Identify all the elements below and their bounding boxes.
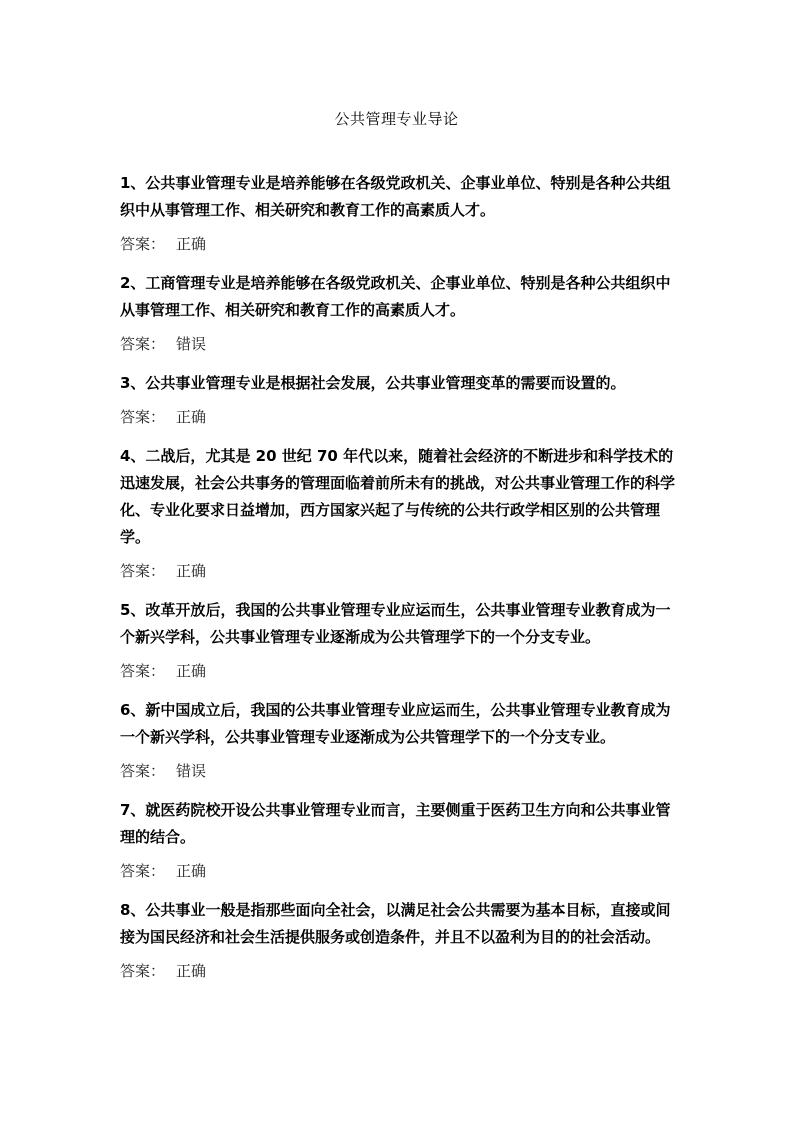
question-text: 1、公共事业管理专业是培养能够在各级党政机关、企事业单位、特别是各种公共组织中从事管理工作、相关研究和教育工作的高素质人才。 <box>120 174 671 219</box>
answer-label: 答案： <box>120 862 166 880</box>
answer-value: 正确 <box>176 408 207 426</box>
answer-line <box>120 760 676 782</box>
question-text: 8、公共事业一般是指那些面向全社会，以满足社会公共需要为基本目标，直接或间接为国民经济和社会生活提供服务或创造条件，并且不以盈利为目的的社会活动。 <box>120 901 671 946</box>
answer-value: 错误 <box>176 335 207 353</box>
question-item <box>120 797 676 882</box>
answer-label: 答案： <box>120 408 166 426</box>
question-text: 6、新中国成立后，我国的公共事业管理专业应运而生，公共事业管理专业教育成为一个新兴学科，公共事业管理专业逐渐成为公共管理学下的一个分支专业。 <box>120 701 671 746</box>
document-title: 公共管理专业导论 <box>334 110 459 128</box>
answer-value: 正确 <box>176 562 207 580</box>
answer-label: 答案： <box>120 962 166 980</box>
answer-line <box>120 660 676 682</box>
answer-line <box>120 860 676 882</box>
answer-line <box>120 333 676 355</box>
answer-value: 正确 <box>176 862 207 880</box>
question-item <box>120 170 676 255</box>
question-text: 4、二战后，尤其是 20 世纪 70 年代以来，随着社会经济的不断进步和科学技术的迅速发展，社会公共事务的管理面临着前所未有的挑战，对公共事业管理工作的科学化、专业化要求日益增加，西方国家兴起了与传统的公共行政学相区别的公共管理学。 <box>120 447 676 546</box>
question-text: 2、工商管理专业是培养能够在各级党政机关、企事业单位、特别是各种公共组织中从事管理工作、相关研究和教育工作的高素质人才。 <box>120 274 671 319</box>
answer-line <box>120 960 676 982</box>
answer-label: 答案： <box>120 562 166 580</box>
answer-label: 答案： <box>120 235 166 253</box>
question-text: 5、改革开放后，我国的公共事业管理专业应运而生，公共事业管理专业教育成为一个新兴学科，公共事业管理专业逐渐成为公共管理学下的一个分支专业。 <box>120 601 671 646</box>
question-item <box>120 370 676 428</box>
answer-value: 错误 <box>176 762 207 780</box>
question-text: 3、公共事业管理专业是根据社会发展，公共事业管理变革的需要而设置的。 <box>120 374 626 392</box>
question-item <box>120 697 676 782</box>
answer-line <box>120 233 676 255</box>
question-item <box>120 897 676 982</box>
answer-label: 答案： <box>120 662 166 680</box>
answer-line <box>120 560 676 582</box>
question-list <box>120 170 676 997</box>
question-item <box>120 597 676 682</box>
answer-label: 答案： <box>120 762 166 780</box>
answer-value: 正确 <box>176 662 207 680</box>
question-text: 7、就医药院校开设公共事业管理专业而言，主要侧重于医药卫生方向和公共事业管理的结合。 <box>120 801 671 846</box>
question-item <box>120 443 676 582</box>
answer-value: 正确 <box>176 962 207 980</box>
answer-label: 答案： <box>120 335 166 353</box>
question-item <box>120 270 676 355</box>
answer-line <box>120 406 676 428</box>
answer-value: 正确 <box>176 235 207 253</box>
